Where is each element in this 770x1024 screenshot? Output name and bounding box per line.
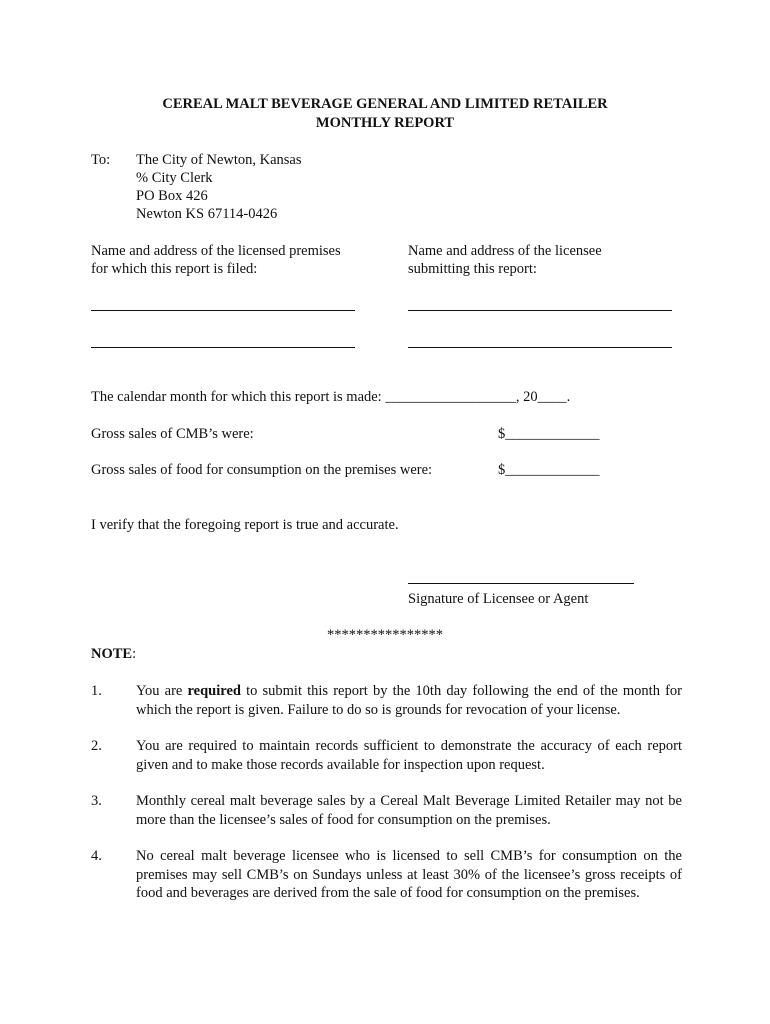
addressee-line-1: The City of Newton, Kansas	[136, 152, 302, 168]
note-heading	[91, 645, 136, 663]
licensee-blank-line-2[interactable]	[408, 347, 672, 348]
to-label: To:	[91, 152, 111, 168]
form-title-line2: MONTHLY REPORT	[315, 115, 455, 131]
addressee-line-4: Newton KS 67114-0426	[136, 206, 278, 222]
note-1-prefix: You are	[136, 683, 188, 699]
cmb-sales-amount[interactable]: $_____________	[498, 426, 600, 442]
note-3-number: 3.	[91, 793, 102, 809]
month-blank[interactable]: __________________	[385, 389, 516, 405]
signature-label: Signature of Licensee or Agent	[408, 591, 589, 607]
note-1-number: 1.	[91, 683, 102, 699]
premises-label-line2: for which this report is filed:	[91, 261, 258, 277]
premises-blank-line-2[interactable]	[91, 347, 355, 348]
note-heading-text: NOTE	[91, 646, 133, 662]
cmb-sales-label: Gross sales of CMB’s were:	[91, 426, 254, 442]
note-3-text: Monthly cereal malt beverage sales by a Cereal Malt Beverage Limited Retailer may not be more than the licensee’s sales of food for consumption on the premises.	[136, 793, 682, 828]
note-1-body: to submit this report by the 10th day following the end of the month for which the report is given. Failure to do so is grounds for revocation of your license.	[136, 683, 682, 718]
month-row	[91, 388, 570, 406]
food-sales-label: Gross sales of food for consumption on the premises were:	[91, 462, 433, 478]
addressee-line-3: PO Box 426	[136, 188, 208, 204]
licensee-blank-line-1[interactable]	[408, 310, 672, 311]
premises-label-line1: Name and address of the licensed premises	[91, 243, 341, 259]
form-title-line1: CEREAL MALT BEVERAGE GENERAL AND LIMITED RETAILER	[162, 96, 608, 112]
licensee-label-line1: Name and address of the licensee	[408, 243, 602, 259]
note-1-bold: required	[187, 683, 241, 699]
note-colon: :	[132, 646, 137, 662]
note-2-text: You are required to maintain records sufficient to demonstrate the accuracy of each report given and to make those records available for inspection upon request.	[136, 738, 682, 773]
month-label: The calendar month for which this report is made:	[91, 389, 386, 405]
note-2-number: 2.	[91, 738, 102, 754]
month-year[interactable]: , 20____.	[515, 389, 571, 405]
food-sales-amount[interactable]: $_____________	[498, 462, 600, 478]
verify-statement: I verify that the foregoing report is true and accurate.	[91, 517, 399, 533]
note-4-number: 4.	[91, 848, 102, 864]
licensee-label-line2: submitting this report:	[408, 261, 537, 277]
premises-blank-line-1[interactable]	[91, 310, 355, 311]
note-1-text	[136, 682, 682, 719]
signature-line[interactable]	[408, 583, 634, 584]
note-4-text: No cereal malt beverage licensee who is licensed to sell CMB’s for consumption on the premises may sell CMB’s on Sundays unless at least 30% of the licensee’s gross receipts of food and beverages are derived from the sale of food for consumption on the premises.	[136, 848, 682, 901]
addressee-line-2: % City Clerk	[136, 170, 213, 186]
asterisk-separator: ****************	[327, 627, 443, 643]
